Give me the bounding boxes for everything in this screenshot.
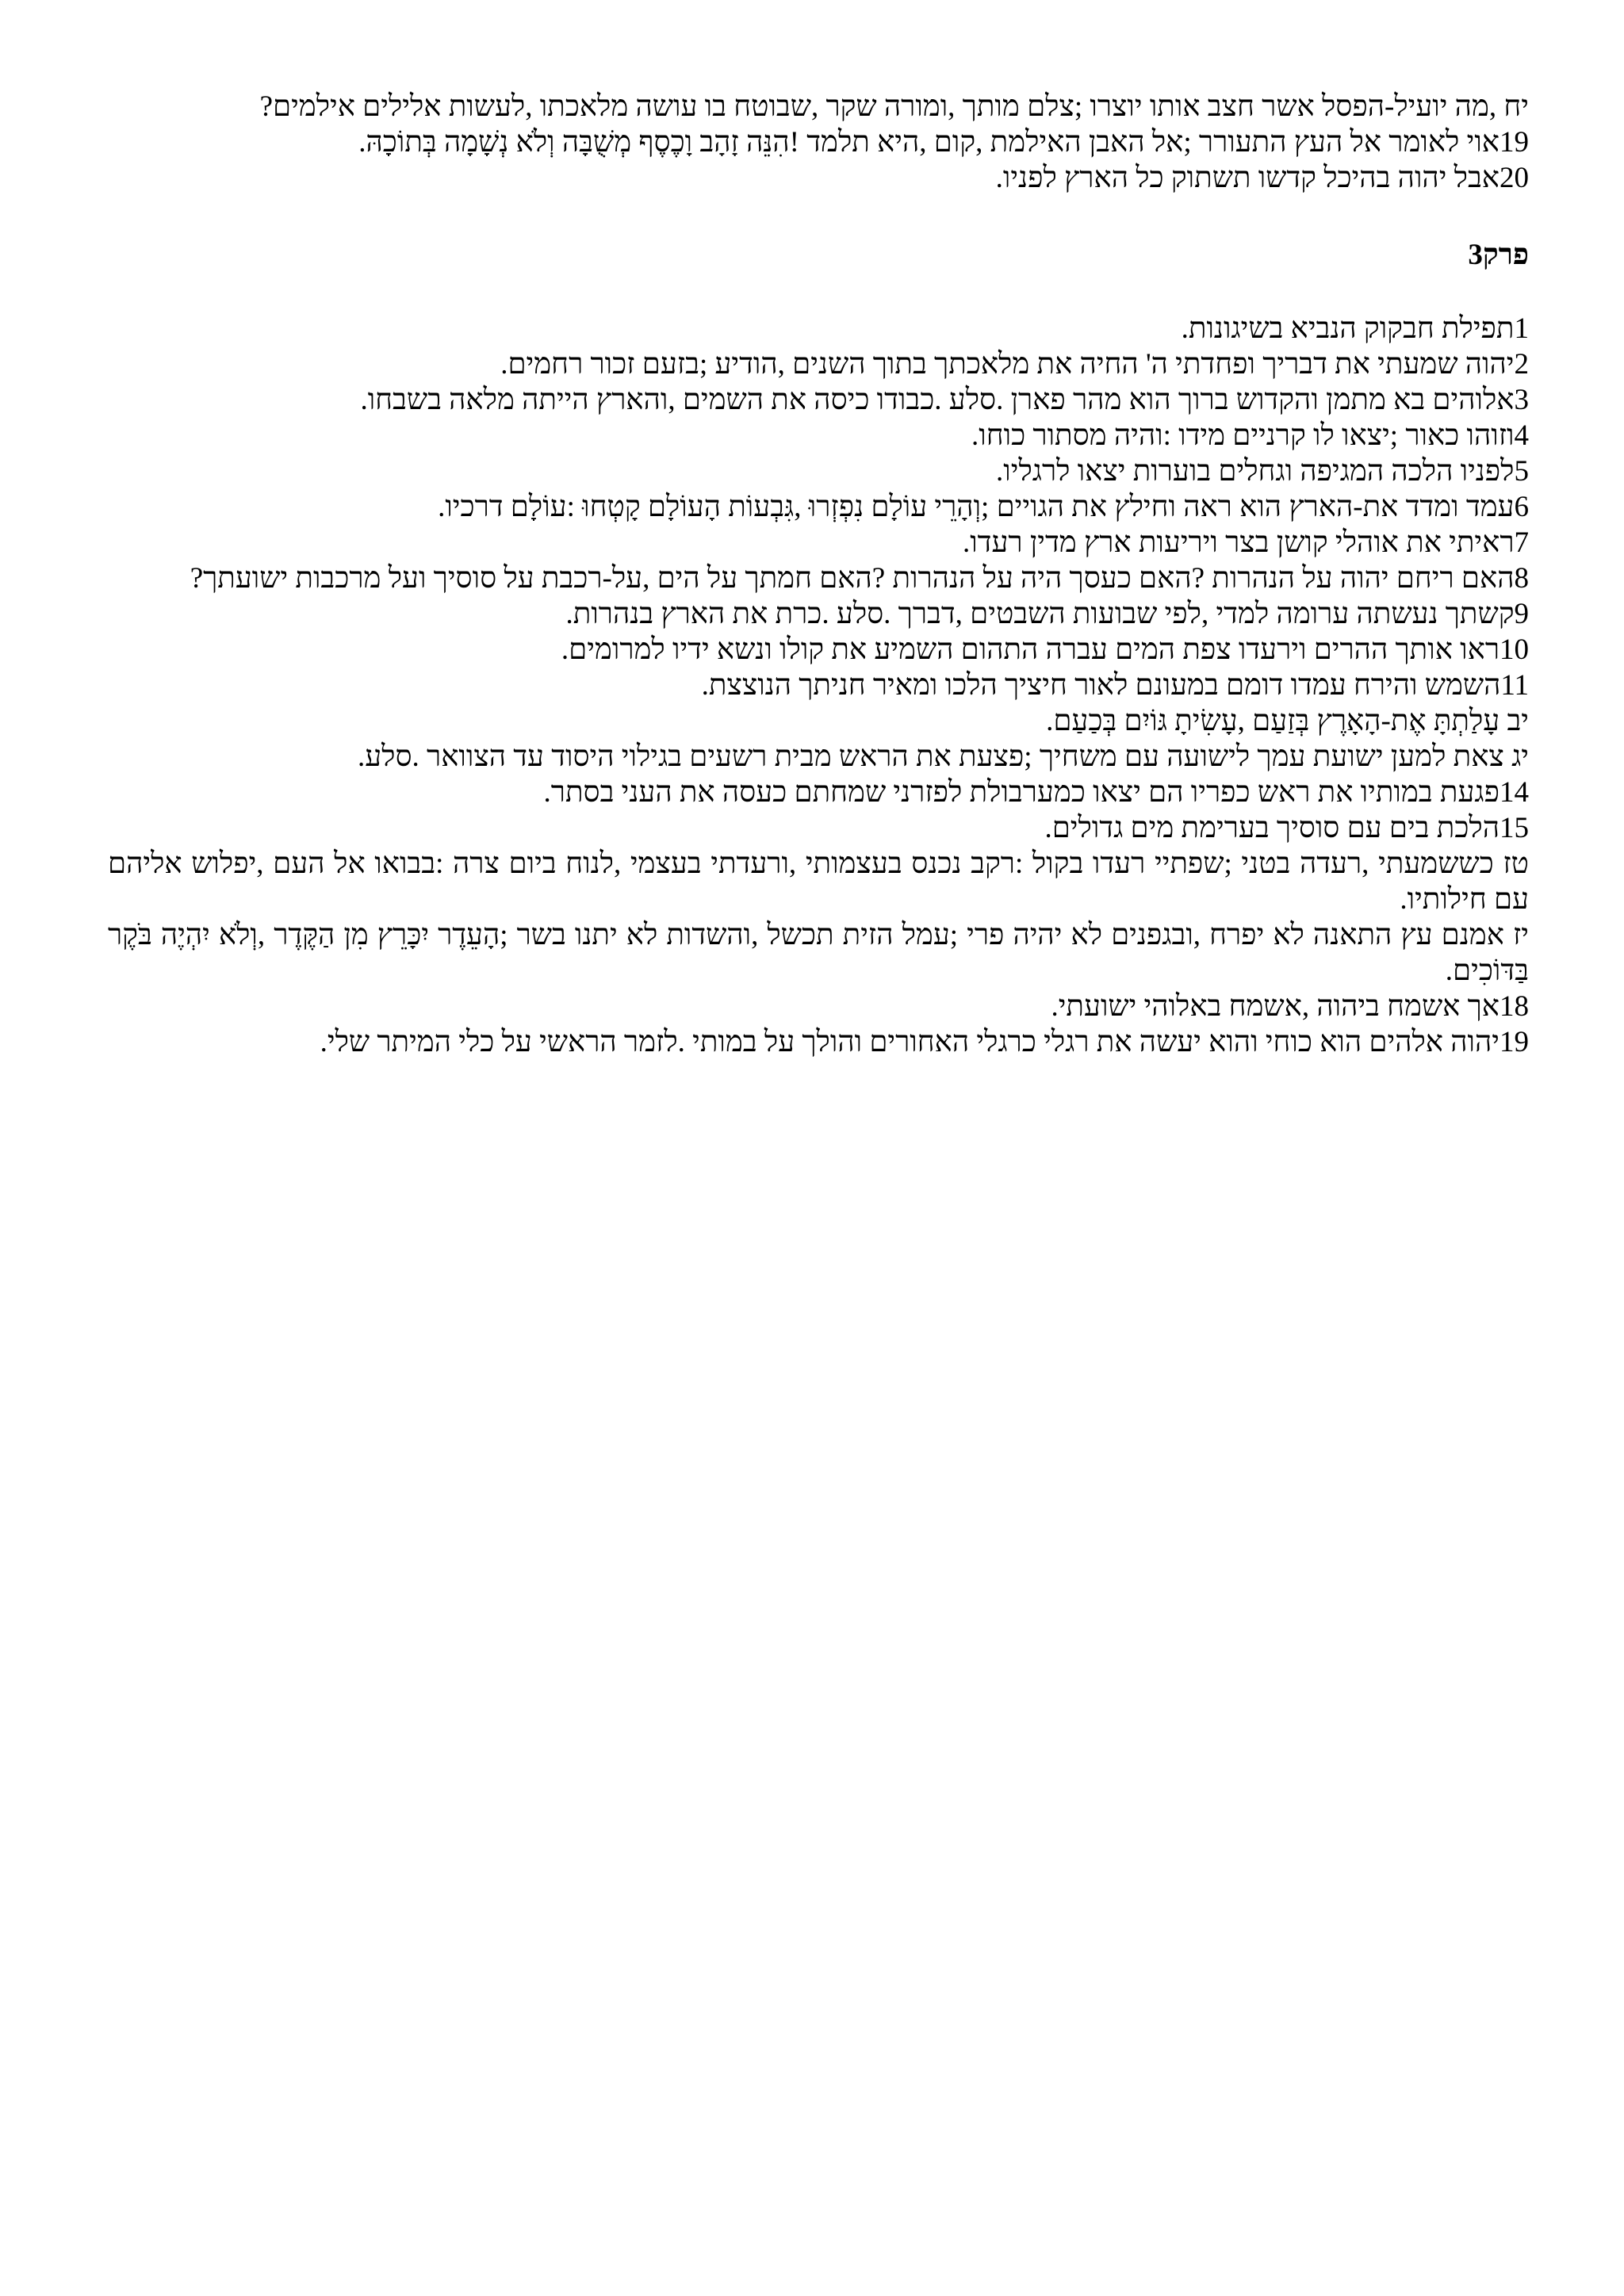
chapter-verse-17: יז אמנם עץ התאנה לא יפרח ,ובגפנים לא יהיה פרי ;עמל הזית תכשל ,והשדות לא יתנו בשר ;הָעֵדֶר יִכָּרֵץ מִן הַקֶּדֶר ,וְלֹא יִהְיֶה בֹּקֶר בַּדּוֹכִים. [108, 919, 1529, 987]
chapter-verse-15: 15הלכת בים עם סוסיך בערימת מים גדולים. [1044, 812, 1529, 844]
chapter-verse-12: יב עָלַתְתָּ אֶת-הָאָרֶץ בְּזַעַם ,עָשִׂיתָ גּוֹיִם בְּכַעַם. [1046, 705, 1529, 737]
chapter-verse-3: 3אלוהים בא מתמן והקדוש ברוך הוא מהר פארן .סלע .כבודו כיסה את השמים ,והארץ הייתה מלאה בשבחו. [360, 384, 1529, 416]
verse-20: 20אבל יהוה בהיכל קדשו תשתוק כל הארץ לפניו. [995, 162, 1529, 194]
chapter-verse-1: 1תפילת חבקוק הנביא בשיגונות. [1181, 312, 1529, 345]
chapter-verse-10: 10ראו אותך ההרים וירעדו צפת המים עברה התהום השמיע את קולו ונשא ידיו למרומים. [561, 633, 1529, 666]
document-page [108, 89, 1529, 1060]
chapter-verse-16: טז כששמעתי ,רעדה בטני ;שפתיי רעדו בקול :רקב נכנס בעצמותי ,ורעדתי בעצמי ,לנוח ביום צרה :בבואו אל העם ,יפלוש אליהם עם חילותיו. [108, 848, 1529, 916]
chapter-verse-7: 7ראיתי את אוהלי קושן בצר ויריעות ארץ מדין רעדו. [962, 526, 1529, 559]
chapter-verse-5: 5לפניו הלכה המגיפה וגחלים בוערות יצאו לרגליו. [996, 455, 1529, 488]
verse-18: יח ,מה יועיל-הפסל אשר חצב אותו יוצרו ;צלם מותך ,ומורה שקר ,שבוטח בו עושה מלאכתו ,לעשות אלילים אילמים? [259, 90, 1529, 123]
chapter-verse-8: 8האם ריחם יהוה על הנהרות ?האם כעסך היה על הנהרות ?האם חמתך על הים ,על-רכבת על סוסיך ועל מרכבות ישועתך? [190, 562, 1529, 595]
verse-19: 19אוי לאומר אל העץ התעורר ;אל האבן האילמת ,קום ,היא תלמד !הִנֵּה זָהָב וָכֶסֶף מְשֻׁבָּה וְלֹא נְשָׁמָה בְּתוֹכָהּ. [358, 126, 1529, 159]
chapter-verse-14: 14פגעת במותיו את ראש כפריו הם יצאו כמערבולת לפזרני שמחתם כעסה את העני בסתר. [543, 776, 1529, 809]
chapter-verse-11: 11השמש והירח עמדו דומם במעונם לאור חיציך הלכו ומאיר חניתך הנוצצת. [701, 669, 1529, 702]
chapter-verse-13: יג צאת למען ישועת עמך לישועה עם משחיך ;פצעת את הראש מבית רשעים בגילוי היסוד עד הצוואר .סלע. [357, 740, 1529, 773]
chapter-verse-19: 19יהוה אלהים הוא כוחי והוא יעשה את רגלי כרגלי האחורים והולך על במותי .לזמר הראשי על כלי המיתר שלי. [320, 1026, 1529, 1058]
chapter-heading: פרק3 [1468, 239, 1529, 271]
chapter-verse-9: 9קשתך נעשתה ערומה למדי ,לפי שבועות השבטים ,דברך .סלע .כרת את הארץ בנהרות. [565, 598, 1529, 630]
chapter-verse-4: 4וזוהו כאור ;יצאו לו קרניים מידו :והיה מסתור כוחו. [971, 419, 1529, 452]
chapter-verse-2: 2יהוה שמעתי את דבריך ופחדתי ה' החיה את מלאכתך בתוך השנים ,הודיע ;בזעם זכור רחמים. [500, 348, 1529, 381]
chapter-verse-18: 18אך אשמח ביהוה ,אשמח באלוהי ישועתי. [1051, 990, 1529, 1023]
chapter-verse-6: 6עמד ומדד את-הארץ הוא ראה וחילץ את הגויים ;וְהָרֵי עוֹלָם נִפְזְרוּ ,גִּבְעוֹת הָעוֹלָם קָטְחוּ :עוֹלָם דרכיו. [438, 491, 1529, 523]
